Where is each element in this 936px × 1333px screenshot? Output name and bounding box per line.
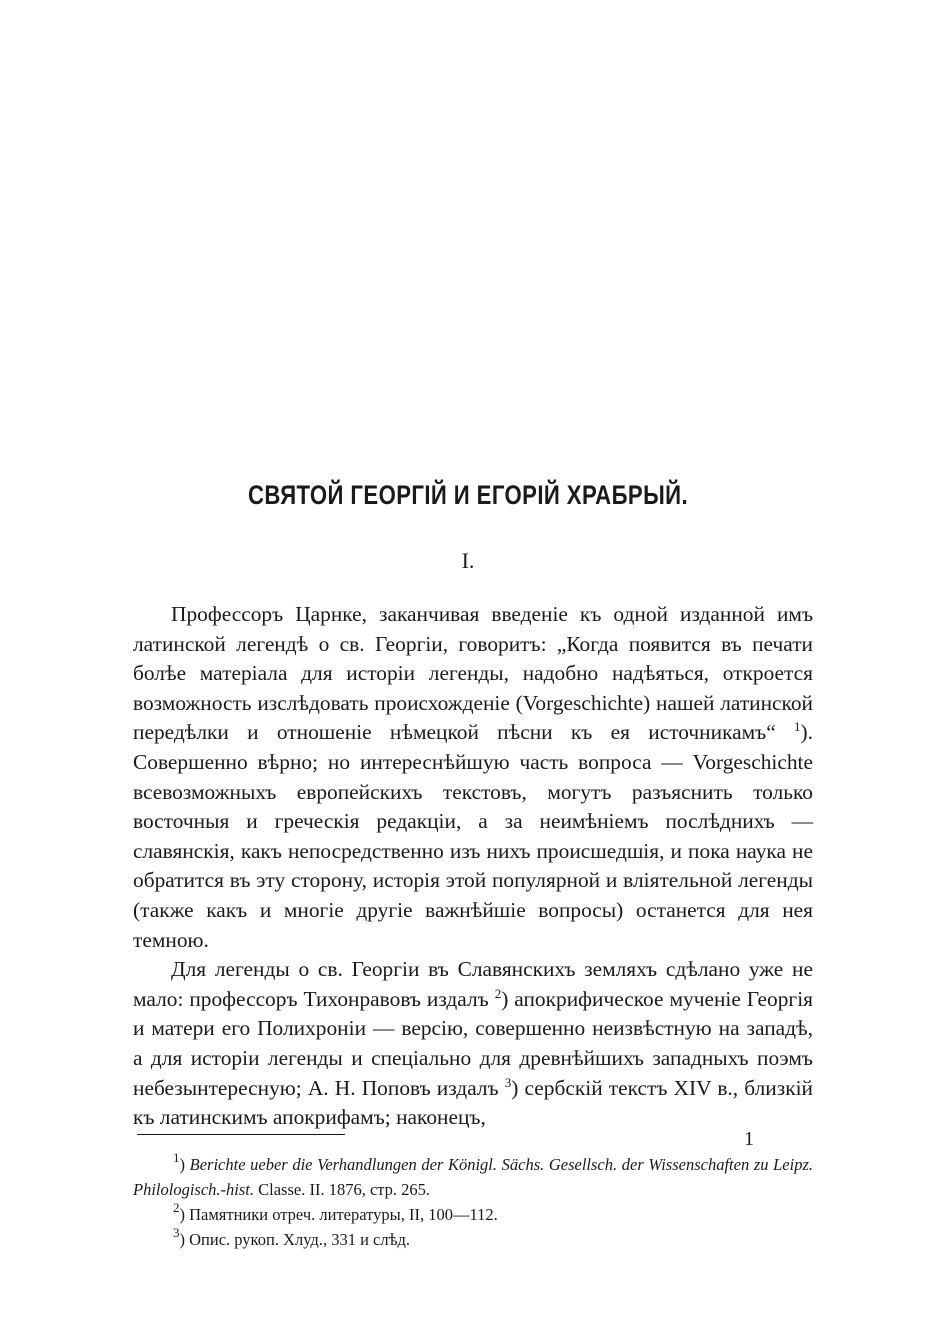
footnote-3: $^3$) Опис. рукоп. Хлуд., 331 и слѣд.: [173, 1225, 411, 1249]
section-number: I.: [461, 548, 475, 573]
footnotes: [133, 1152, 813, 1252]
paragraph-2-text-a: Для легенды о св. Георгіи въ Славянскихъ земляхъ сдѣлано уже не мало: профессоръ Тихонравовъ издалъ: [133, 957, 813, 1011]
page-number: 1: [744, 1128, 754, 1150]
paragraph-2: [133, 955, 813, 1133]
footnote-marker-3: 3: [173, 1225, 180, 1240]
footnote-1-source: Berichte ueber die Verhandlungen der Königl. Sächs. Gesellsch. der Wissenschaften zu Leipz. Philologisch.-hist.: [133, 1155, 813, 1199]
footnote-marker-2: 2: [173, 1200, 180, 1215]
paragraph-1-text-a: Профессоръ Царнке, заканчивая введеніе къ одной изданной имъ латинской легендѣ о св. Георгіи, говоритъ: „Когда появится въ печати болѣе матеріала для исторіи легенды, надобно надѣяться, откроется возможность изслѣдовать происхожденіе (Vorgeschichte) нашей латинской передѣлки и отношеніе нѣмецкой пѣсни къ ея источникамъ“: [133, 602, 813, 745]
footnote-2-text: Памятники отреч. литературы, II, 100—112.: [189, 1205, 498, 1224]
paragraph-1-text-b: ). Совершенно вѣрно; но интереснѣйшую часть вопроса — Vorgeschichte всевозможныхъ европейскихъ текстовъ, могутъ разъяснить только восточныя и греческія редакціи, а за неимѣніемъ послѣднихъ — славянскія, какъ непосредственно изъ нихъ происшедшія, и пока наука не обратится въ эту сторону, исторія этой популярной и вліятельной легенды (также какъ и многіе другіе важнѣйшіе вопросы) останется для нея темною.: [133, 720, 813, 952]
paragraph-1: [133, 600, 813, 955]
main-text: [133, 600, 813, 1133]
footnote-separator: [137, 1134, 345, 1135]
chapter-title: СВЯТОЙ ГЕОРГІЙ И ЕГОРІЙ ХРАБРЫЙ.: [247, 480, 689, 510]
footnote-3-text: Опис. рукоп. Хлуд., 331 и слѣд.: [189, 1230, 411, 1249]
footnote-1: $^1$) Berichte ueber die Verhandlungen der Königl. Sächs. Gesellsch. der Wissenschaften zu Leipz. Philologisch.-hist. Classe. II. 1876, стр. 265.: [133, 1150, 813, 1199]
footnote-marker-1: 1: [173, 1150, 180, 1165]
footnote-ref-3: 3: [504, 1074, 512, 1090]
paragraph-2-text-b: ) апокрифическое мученіе Георгія и матери его Полихроніи — версію, совершенно неизвѣстную на западѣ, а для исторіи легенды и спеціально для древнѣйшихъ западныхъ поэмъ небезынтересную; А. Н. Поповъ издалъ: [133, 986, 813, 1100]
paragraph-2-text-c: ) сербскій текстъ XIV в., близкій къ латинскимъ апокрифамъ; наконецъ,: [133, 1075, 813, 1130]
footnote-2: $^2$) Памятники отреч. литературы, II, 100—112.: [173, 1200, 498, 1224]
footnote-ref-1: 1: [794, 719, 801, 735]
footnote-ref-2: 2: [494, 985, 502, 1001]
footnote-1-details: Classe. II. 1876, стр. 265.: [254, 1180, 431, 1199]
